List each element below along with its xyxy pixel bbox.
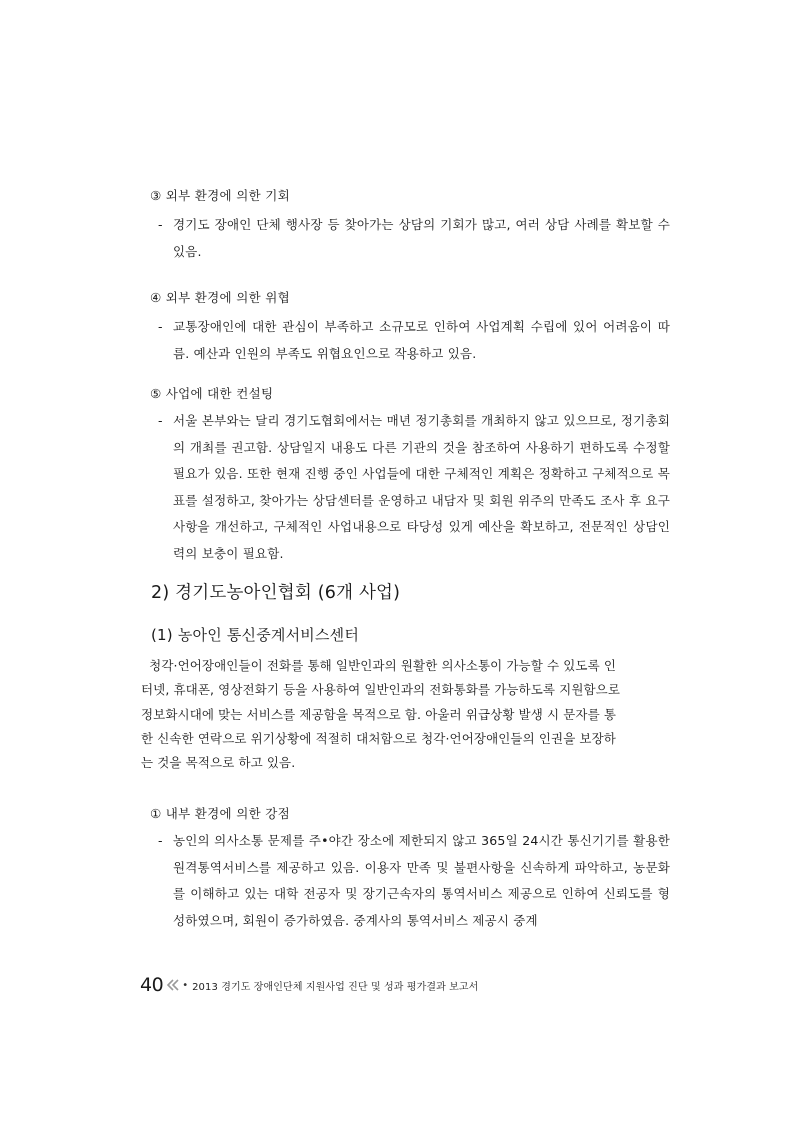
bullet-dash: - <box>158 319 163 334</box>
bullet-dash: - <box>158 217 163 232</box>
bullet-opportunity <box>158 212 670 265</box>
section-heading-threat: ④ 외부 환경에 의한 위협 <box>150 290 290 305</box>
page-number: 40 <box>140 974 164 996</box>
bullet-text: 경기도 장애인 단체 행사장 등 찾아가는 상담의 기회가 많고, 여러 상담 사례를 확보할 수 있음. <box>173 217 670 259</box>
bullet-text: 농인의 의사소통 문제를 주•야간 장소에 제한되지 않고 365일 24시간 통신기기를 활용한 원격통역서비스를 제공하고 있음. 이용자 만족 및 불편사항을 신속하게 파악하고, 농문화를 이해하고 있는 대학 전공자 및 장기근속자의 통역서비스 제공으로 인하여 신뢰도를 형성하였으며, 회원이 증가하였음. 중계사의 통역서비스 제공시 중계 <box>173 833 670 928</box>
bullet-consulting <box>158 408 670 567</box>
intro-paragraph <box>141 654 668 775</box>
bullet-text: 교통장애인에 대한 관심이 부족하고 소규모로 인하여 사업계획 수립에 있어 어려움이 따름. 예산과 인원의 부족도 위협요인으로 작용하고 있음. <box>173 319 670 361</box>
page-footer <box>140 973 478 997</box>
section-heading-opportunity: ③ 외부 환경에 의한 기회 <box>150 188 290 203</box>
bullet-dash: - <box>158 413 163 428</box>
section-heading-strength: ① 내부 환경에 의한 강점 <box>150 806 290 821</box>
paragraph-line: 는 것을 목적으로 하고 있음. <box>141 755 296 771</box>
paragraph-line: 터넷, 휴대폰, 영상전화기 등을 사용하여 일반인과의 전화통화를 가능하도록 지원함으로 <box>141 682 621 698</box>
bullet-threat <box>158 314 670 367</box>
double-chevron-icon <box>166 978 180 992</box>
paragraph-line: 한 신속한 연락으로 위기상황에 적절히 대처함으로 청각·언어장애인들의 인권을 보장하 <box>141 730 616 746</box>
footer-title: 2013 경기도 장애인단체 지원사업 진단 및 성과 평가결과 보고서 <box>192 981 479 993</box>
bullet-dash: - <box>158 833 163 848</box>
bullet-text: 서울 본부와는 달리 경기도협회에서는 매년 정기총회를 개최하지 않고 있으므로, 정기총회의 개최를 권고함. 상담일지 내용도 다른 기관의 것을 참조하여 사용하기 편하도록 수정할 필요가 있음. 또한 현재 진행 중인 사업들에 대한 구체적인 계획은 정확하고 구체적으로 목표를 설정하고, 찾아가는 상담센터를 운영하고 내담자 및 회원 위주의 만족도 조사 후 요구사항을 개선하고, 구체적인 사업내용으로 타당성 있게 예산을 확보하고, 전문적인 상담인력의 보충이 필요함. <box>173 413 670 561</box>
subsection-title: (1) 농아인 통신중계서비스센터 <box>151 626 360 644</box>
footer-bullet: • <box>182 979 189 991</box>
paragraph-line: 청각·언어장애인들이 전화를 통해 일반인과의 원활한 의사소통이 가능할 수 있도록 인 <box>141 658 617 673</box>
section-heading-consulting: ⑤ 사업에 대한 컨설팅 <box>150 386 274 401</box>
section-title: 2) 경기도농아인협회 (6개 사업) <box>151 583 401 603</box>
bullet-strength <box>158 828 670 934</box>
paragraph-line: 정보화시대에 맞는 서비스를 제공함을 목적으로 함. 아울러 위급상황 발생 시 문자를 통 <box>141 706 617 722</box>
